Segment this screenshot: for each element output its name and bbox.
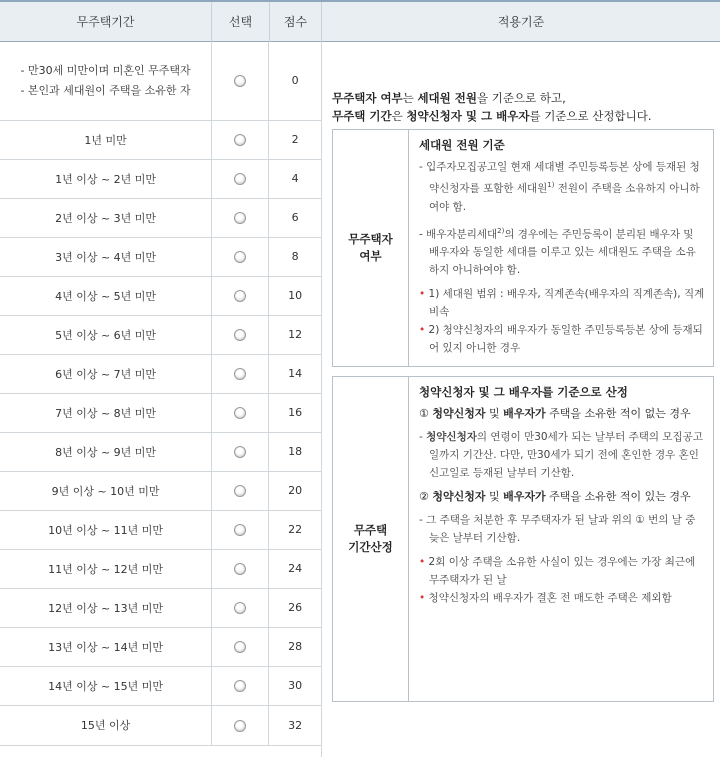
radio-button[interactable] xyxy=(234,134,246,146)
period-cell: 6년 이상 ~ 7년 미만 xyxy=(0,354,212,393)
period-cell: 13년 이상 ~ 14년 미만 xyxy=(0,627,212,666)
select-cell xyxy=(212,237,269,276)
period-cell: 5년 이상 ~ 6년 미만 xyxy=(0,315,212,354)
case-number: ② xyxy=(419,490,429,503)
item-text: 의 연령이 만30세가 되는 날부터 주택의 모집공고일까지 기간산. 다만, 만30세가 되기 전에 혼인한 경우 혼인신고일로 등재된 날부터 기산함. xyxy=(429,431,703,479)
case-text: 및 xyxy=(485,407,504,420)
table-row xyxy=(0,42,321,120)
case-heading xyxy=(419,488,705,506)
table-row xyxy=(0,666,321,705)
header-divider xyxy=(211,2,212,42)
score-cell: 16 xyxy=(269,393,321,432)
intro-bold: 무주택자 여부 xyxy=(332,91,403,105)
box-label-line: 무주택자 xyxy=(348,232,393,246)
select-cell xyxy=(212,159,269,198)
radio-button[interactable] xyxy=(234,173,246,185)
table-row xyxy=(0,120,321,159)
score-cell: 30 xyxy=(269,666,321,705)
intro-text: 를 기준으로 산정합니다. xyxy=(529,109,652,123)
case-text: 주택을 소유한 적이 없는 경우 xyxy=(545,407,691,420)
radio-button[interactable] xyxy=(234,75,246,87)
box-title: 청약신청자 및 그 배우자를 기준으로 산정 xyxy=(419,385,628,399)
radio-button[interactable] xyxy=(234,329,246,341)
homeless-status-box xyxy=(332,129,714,367)
intro-text: 는 xyxy=(402,91,418,105)
select-cell xyxy=(212,315,269,354)
select-cell xyxy=(212,666,269,705)
select-cell xyxy=(212,705,269,745)
score-cell: 20 xyxy=(269,471,321,510)
footnote xyxy=(419,553,705,589)
table-row xyxy=(0,549,321,588)
select-cell xyxy=(212,42,269,120)
box-label xyxy=(333,377,409,701)
footnote-ref: 2) xyxy=(497,226,505,235)
box-label-line: 여부 xyxy=(359,249,382,263)
table-row xyxy=(0,471,321,510)
table-row xyxy=(0,354,321,393)
score-cell: 32 xyxy=(269,705,321,745)
footnote xyxy=(419,321,705,357)
box-content xyxy=(409,377,713,607)
table-row xyxy=(0,315,321,354)
select-cell xyxy=(212,276,269,315)
table-row xyxy=(0,393,321,432)
intro-text: 은 xyxy=(391,109,407,123)
radio-button[interactable] xyxy=(234,251,246,263)
footnote-text: 1) 세대원 범위 : 배우자, 직계존속(배우자의 직계존속), 직계비속 xyxy=(428,288,705,318)
footnote-ref: 1) xyxy=(547,181,555,189)
box-label-line: 무주택 xyxy=(353,523,388,537)
score-cell: 2 xyxy=(269,120,321,159)
select-cell xyxy=(212,393,269,432)
select-cell xyxy=(212,432,269,471)
table-row xyxy=(0,237,321,276)
score-cell: 26 xyxy=(269,588,321,627)
period-cell: 3년 이상 ~ 4년 미만 xyxy=(0,237,212,276)
footnote xyxy=(419,285,705,321)
box-content xyxy=(409,130,713,357)
header-criteria: 적용기준 xyxy=(497,15,545,29)
bullet-icon: • xyxy=(419,592,426,604)
case-heading xyxy=(419,405,705,423)
score-cell: 0 xyxy=(269,42,321,120)
radio-button[interactable] xyxy=(234,212,246,224)
box-label-line: 기간산정 xyxy=(348,540,393,554)
radio-button[interactable] xyxy=(234,407,246,419)
radio-button[interactable] xyxy=(234,485,246,497)
criteria-item xyxy=(419,158,705,216)
bullet-icon: • xyxy=(419,556,426,568)
table-row xyxy=(0,276,321,315)
table-row xyxy=(0,627,321,666)
criteria-item xyxy=(419,428,705,482)
case-text: 및 xyxy=(485,490,504,503)
radio-button[interactable] xyxy=(234,641,246,653)
item-text: - 배우자분리세대 xyxy=(419,228,498,240)
box-label xyxy=(333,130,409,366)
item-bold: 청약신청자 xyxy=(426,431,477,443)
radio-button[interactable] xyxy=(234,720,246,732)
header-divider xyxy=(321,2,322,42)
header-divider xyxy=(269,2,270,42)
footnote-text: 2회 이상 주택을 소유한 사실이 있는 경우에는 가장 최근에 무주택자가 된 날 xyxy=(428,556,696,586)
select-cell xyxy=(212,471,269,510)
criteria-item xyxy=(419,222,705,280)
item-text: - xyxy=(419,431,427,443)
score-cell: 28 xyxy=(269,627,321,666)
radio-button[interactable] xyxy=(234,524,246,536)
select-cell xyxy=(212,120,269,159)
radio-button[interactable] xyxy=(234,680,246,692)
period-line: - 본인과 세대원이 주택을 소유한 자 xyxy=(20,83,191,97)
item-text: 전원이 주택을 소유하지 아니하여야 함. xyxy=(429,182,700,213)
radio-button[interactable] xyxy=(234,446,246,458)
case-number: ① xyxy=(419,407,429,420)
period-cell: 1년 미만 xyxy=(0,120,212,159)
header-score: 점수 xyxy=(283,15,308,29)
case-bold: 청약신청자 xyxy=(432,407,486,420)
radio-button[interactable] xyxy=(234,368,246,380)
intro-bold: 무주택 기간 xyxy=(332,109,392,123)
select-cell xyxy=(212,627,269,666)
select-cell xyxy=(212,198,269,237)
score-cell: 4 xyxy=(269,159,321,198)
score-cell: 14 xyxy=(269,354,321,393)
intro-text: 을 기준으로 하고, xyxy=(477,91,566,105)
score-cell: 12 xyxy=(269,315,321,354)
select-cell xyxy=(212,588,269,627)
case-bold: 배우자가 xyxy=(503,407,546,420)
select-cell xyxy=(212,510,269,549)
period-cell: 12년 이상 ~ 13년 미만 xyxy=(0,588,212,627)
table-header xyxy=(0,0,720,42)
footnote-text: 청약신청자의 배우자가 결혼 전 매도한 주택은 제외함 xyxy=(428,592,672,604)
score-cell: 24 xyxy=(269,549,321,588)
period-cell: 10년 이상 ~ 11년 미만 xyxy=(0,510,212,549)
case-bold: 배우자가 xyxy=(503,490,546,503)
criteria-intro xyxy=(332,89,652,125)
score-cell: 18 xyxy=(269,432,321,471)
period-cell: 1년 이상 ~ 2년 미만 xyxy=(0,159,212,198)
header-select: 선택 xyxy=(228,15,253,29)
period-cell: 9년 이상 ~ 10년 미만 xyxy=(0,471,212,510)
case-bold: 청약신청자 xyxy=(432,490,486,503)
item-text: - 입주자모집공고일 현재 세대별 주민등록등본 상에 등재된 청약신청자를 포함한 세대원 xyxy=(419,161,700,195)
radio-button[interactable] xyxy=(234,290,246,302)
criteria-item: - 그 주택을 처분한 후 무주택자가 된 날과 위의 ① 번의 날 중 늦은 날부터 기산함. xyxy=(419,514,696,544)
homeless-period-box xyxy=(332,376,714,702)
criteria-panel xyxy=(321,42,720,757)
item-text: 의 경우에는 주민등록이 분리된 배우자 및 배우자와 동일한 세대를 이루고 있는 세대원도 주택을 소유하지 아니하여야 함. xyxy=(429,228,696,276)
period-cell: 8년 이상 ~ 9년 미만 xyxy=(0,432,212,471)
footnote-text: 2) 청약신청자의 배우자가 동일한 주민등록등본 상에 등재되어 있지 아니한 경우 xyxy=(428,324,703,354)
period-cell: 2년 이상 ~ 3년 미만 xyxy=(0,198,212,237)
table-row xyxy=(0,198,321,237)
intro-bold: 세대원 전원 xyxy=(417,91,477,105)
table-row xyxy=(0,705,321,745)
period-cell: 11년 이상 ~ 12년 미만 xyxy=(0,549,212,588)
score-cell: 22 xyxy=(269,510,321,549)
table-row xyxy=(0,432,321,471)
score-cell: 10 xyxy=(269,276,321,315)
score-cell: 8 xyxy=(269,237,321,276)
box-title: 세대원 전원 기준 xyxy=(419,138,505,152)
table-row xyxy=(0,510,321,549)
footnote xyxy=(419,589,705,607)
table-row xyxy=(0,159,321,198)
period-cell: 4년 이상 ~ 5년 미만 xyxy=(0,276,212,315)
bullet-icon: • xyxy=(419,324,426,336)
period-cell xyxy=(0,42,212,120)
bullet-icon: • xyxy=(419,288,426,300)
period-cell: 14년 이상 ~ 15년 미만 xyxy=(0,666,212,705)
score-cell: 6 xyxy=(269,198,321,237)
period-cell: 15년 이상 xyxy=(0,705,212,745)
intro-bold: 청약신청자 및 그 배우자 xyxy=(406,109,530,123)
header-period: 무주택기간 xyxy=(76,15,135,29)
radio-button[interactable] xyxy=(234,563,246,575)
radio-button[interactable] xyxy=(234,602,246,614)
select-cell xyxy=(212,354,269,393)
period-line: - 만30세 미만이며 미혼인 무주택자 xyxy=(20,63,191,77)
table-row xyxy=(0,588,321,627)
case-text: 주택을 소유한 적이 있는 경우 xyxy=(545,490,691,503)
period-score-table xyxy=(0,42,321,746)
period-cell: 7년 이상 ~ 8년 미만 xyxy=(0,393,212,432)
select-cell xyxy=(212,549,269,588)
